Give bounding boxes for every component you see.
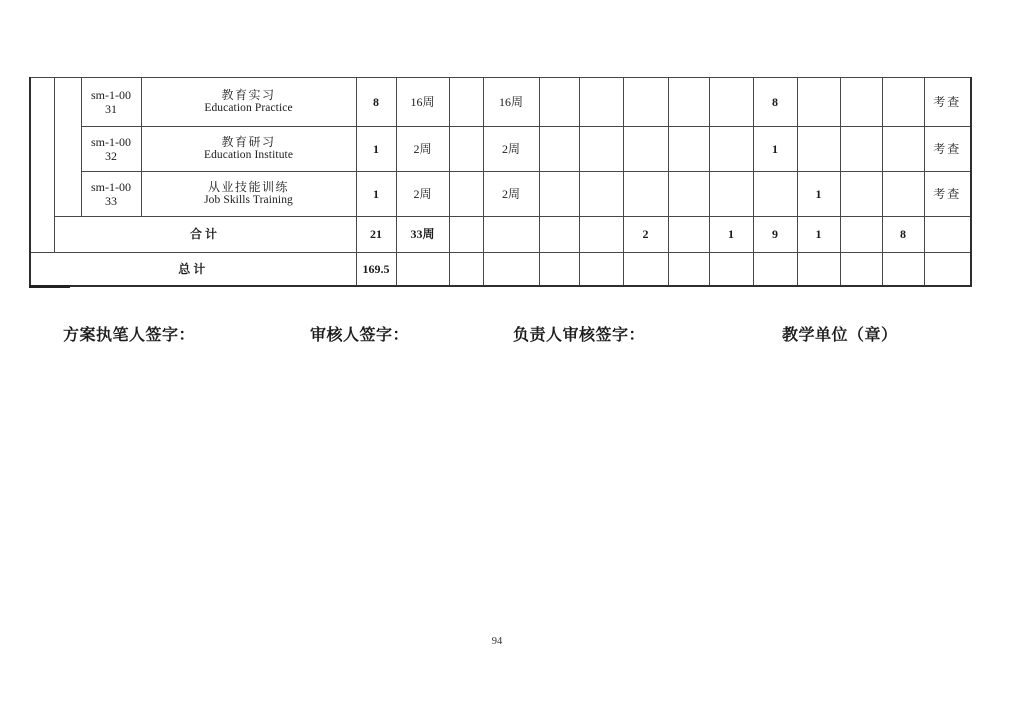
cell-practice-weeks [483, 217, 539, 253]
course-name [141, 78, 356, 127]
cell-col-12 [668, 78, 709, 127]
table-row [30, 172, 971, 217]
table-bottom-left-thick-border [29, 285, 70, 288]
cell-col-15: 1 [797, 172, 840, 217]
cell-col-10 [579, 172, 623, 217]
cell-col-9 [539, 253, 579, 286]
cell-col-11 [623, 127, 668, 172]
cell-exam-type [924, 253, 971, 286]
cell-exam-type: 考查 [924, 172, 971, 217]
cell-credits: 21 [356, 217, 396, 253]
cell-col-13 [709, 78, 753, 127]
cell-practice-weeks: 2周 [483, 172, 539, 217]
course-name [141, 172, 356, 217]
course-code-line2: 32 [105, 149, 117, 163]
cell-total-weeks: 33周 [396, 217, 449, 253]
cell-col-12 [668, 172, 709, 217]
cell-col-15: 1 [797, 217, 840, 253]
cell-col-11: 2 [623, 217, 668, 253]
signature-line [0, 322, 1024, 342]
cell-col-12 [668, 127, 709, 172]
cell-credits: 1 [356, 127, 396, 172]
cell-col-10 [579, 217, 623, 253]
cell-col-16 [840, 172, 882, 217]
continued-subcategory-cell [54, 78, 81, 217]
course-code-line1: sm-1-00 [91, 134, 131, 149]
approver-signature-label: 负责人审核签字： [513, 327, 646, 344]
cell-col-17 [882, 253, 924, 286]
cell-col-15 [797, 78, 840, 127]
cell-col-7 [449, 78, 483, 127]
cell-col-17 [882, 78, 924, 127]
cell-credits: 8 [356, 78, 396, 127]
cell-total-weeks: 2周 [396, 127, 449, 172]
page-number: 94 [491, 636, 503, 647]
cell-credits: 169.5 [356, 253, 396, 286]
curriculum-table [29, 77, 972, 287]
cell-col-12 [668, 217, 709, 253]
course-code-line1: sm-1-00 [91, 87, 131, 102]
cell-col-10 [579, 253, 623, 286]
cell-col-13 [709, 172, 753, 217]
cell-col-15 [797, 127, 840, 172]
course-name-zh: 从业技能训练 [207, 179, 289, 194]
cell-exam-type: 考查 [924, 78, 971, 127]
course-name-en: Job Skills Training [204, 194, 293, 207]
cell-total-weeks: 2周 [396, 172, 449, 217]
grand-total-row [30, 253, 971, 286]
cell-col-16 [840, 217, 882, 253]
course-name-zh: 教育实习 [221, 87, 276, 102]
unit-seal-label: 教学单位（章） [782, 327, 898, 344]
cell-col-16 [840, 127, 882, 172]
course-code-line2: 31 [105, 102, 117, 116]
cell-col-17 [882, 172, 924, 217]
course-code-line2: 33 [105, 194, 117, 208]
cell-col-10 [579, 127, 623, 172]
cell-col-9 [539, 172, 579, 217]
cell-col-7 [449, 172, 483, 217]
cell-practice-weeks: 16周 [483, 78, 539, 127]
cell-col-14: 9 [753, 217, 797, 253]
cell-credits: 1 [356, 172, 396, 217]
cell-col-10 [579, 78, 623, 127]
cell-total-weeks: 16周 [396, 78, 449, 127]
cell-col-13: 1 [709, 217, 753, 253]
cell-total-weeks [396, 253, 449, 286]
cell-col-11 [623, 253, 668, 286]
planner-signature-label: 方案执笔人签字： [63, 327, 196, 344]
subtotal-row [30, 217, 971, 253]
cell-col-16 [840, 78, 882, 127]
reviewer-signature-label: 审核人签字： [310, 327, 410, 344]
cell-col-9 [539, 78, 579, 127]
cell-practice-weeks [483, 253, 539, 286]
cell-exam-type: 考查 [924, 127, 971, 172]
cell-col-14 [753, 172, 797, 217]
course-name-en: Education Institute [203, 149, 294, 162]
course-code [81, 172, 141, 217]
cell-col-11 [623, 172, 668, 217]
cell-col-14: 1 [753, 127, 797, 172]
cell-col-9 [539, 127, 579, 172]
cell-col-14 [753, 253, 797, 286]
course-name-en: Education Practice [204, 102, 293, 115]
cell-col-9 [539, 217, 579, 253]
cell-exam-type [924, 217, 971, 253]
cell-col-11 [623, 78, 668, 127]
table-row [30, 127, 971, 172]
cell-col-7 [449, 217, 483, 253]
continued-category-cell [30, 78, 54, 253]
course-name-zh: 教育研习 [221, 134, 276, 149]
cell-practice-weeks: 2周 [483, 127, 539, 172]
cell-col-15 [797, 253, 840, 286]
course-code-line1: sm-1-00 [91, 179, 131, 194]
course-code [81, 78, 141, 127]
cell-col-7 [449, 253, 483, 286]
cell-col-17: 8 [882, 217, 924, 253]
subtotal-label: 合计 [54, 217, 356, 253]
grand-total-label: 总计 [30, 253, 356, 286]
cell-col-12 [668, 253, 709, 286]
cell-col-13 [709, 127, 753, 172]
cell-col-17 [882, 127, 924, 172]
cell-col-16 [840, 253, 882, 286]
cell-col-7 [449, 127, 483, 172]
cell-col-13 [709, 253, 753, 286]
course-name [141, 127, 356, 172]
table-row [30, 78, 971, 127]
course-code [81, 127, 141, 172]
cell-col-14: 8 [753, 78, 797, 127]
